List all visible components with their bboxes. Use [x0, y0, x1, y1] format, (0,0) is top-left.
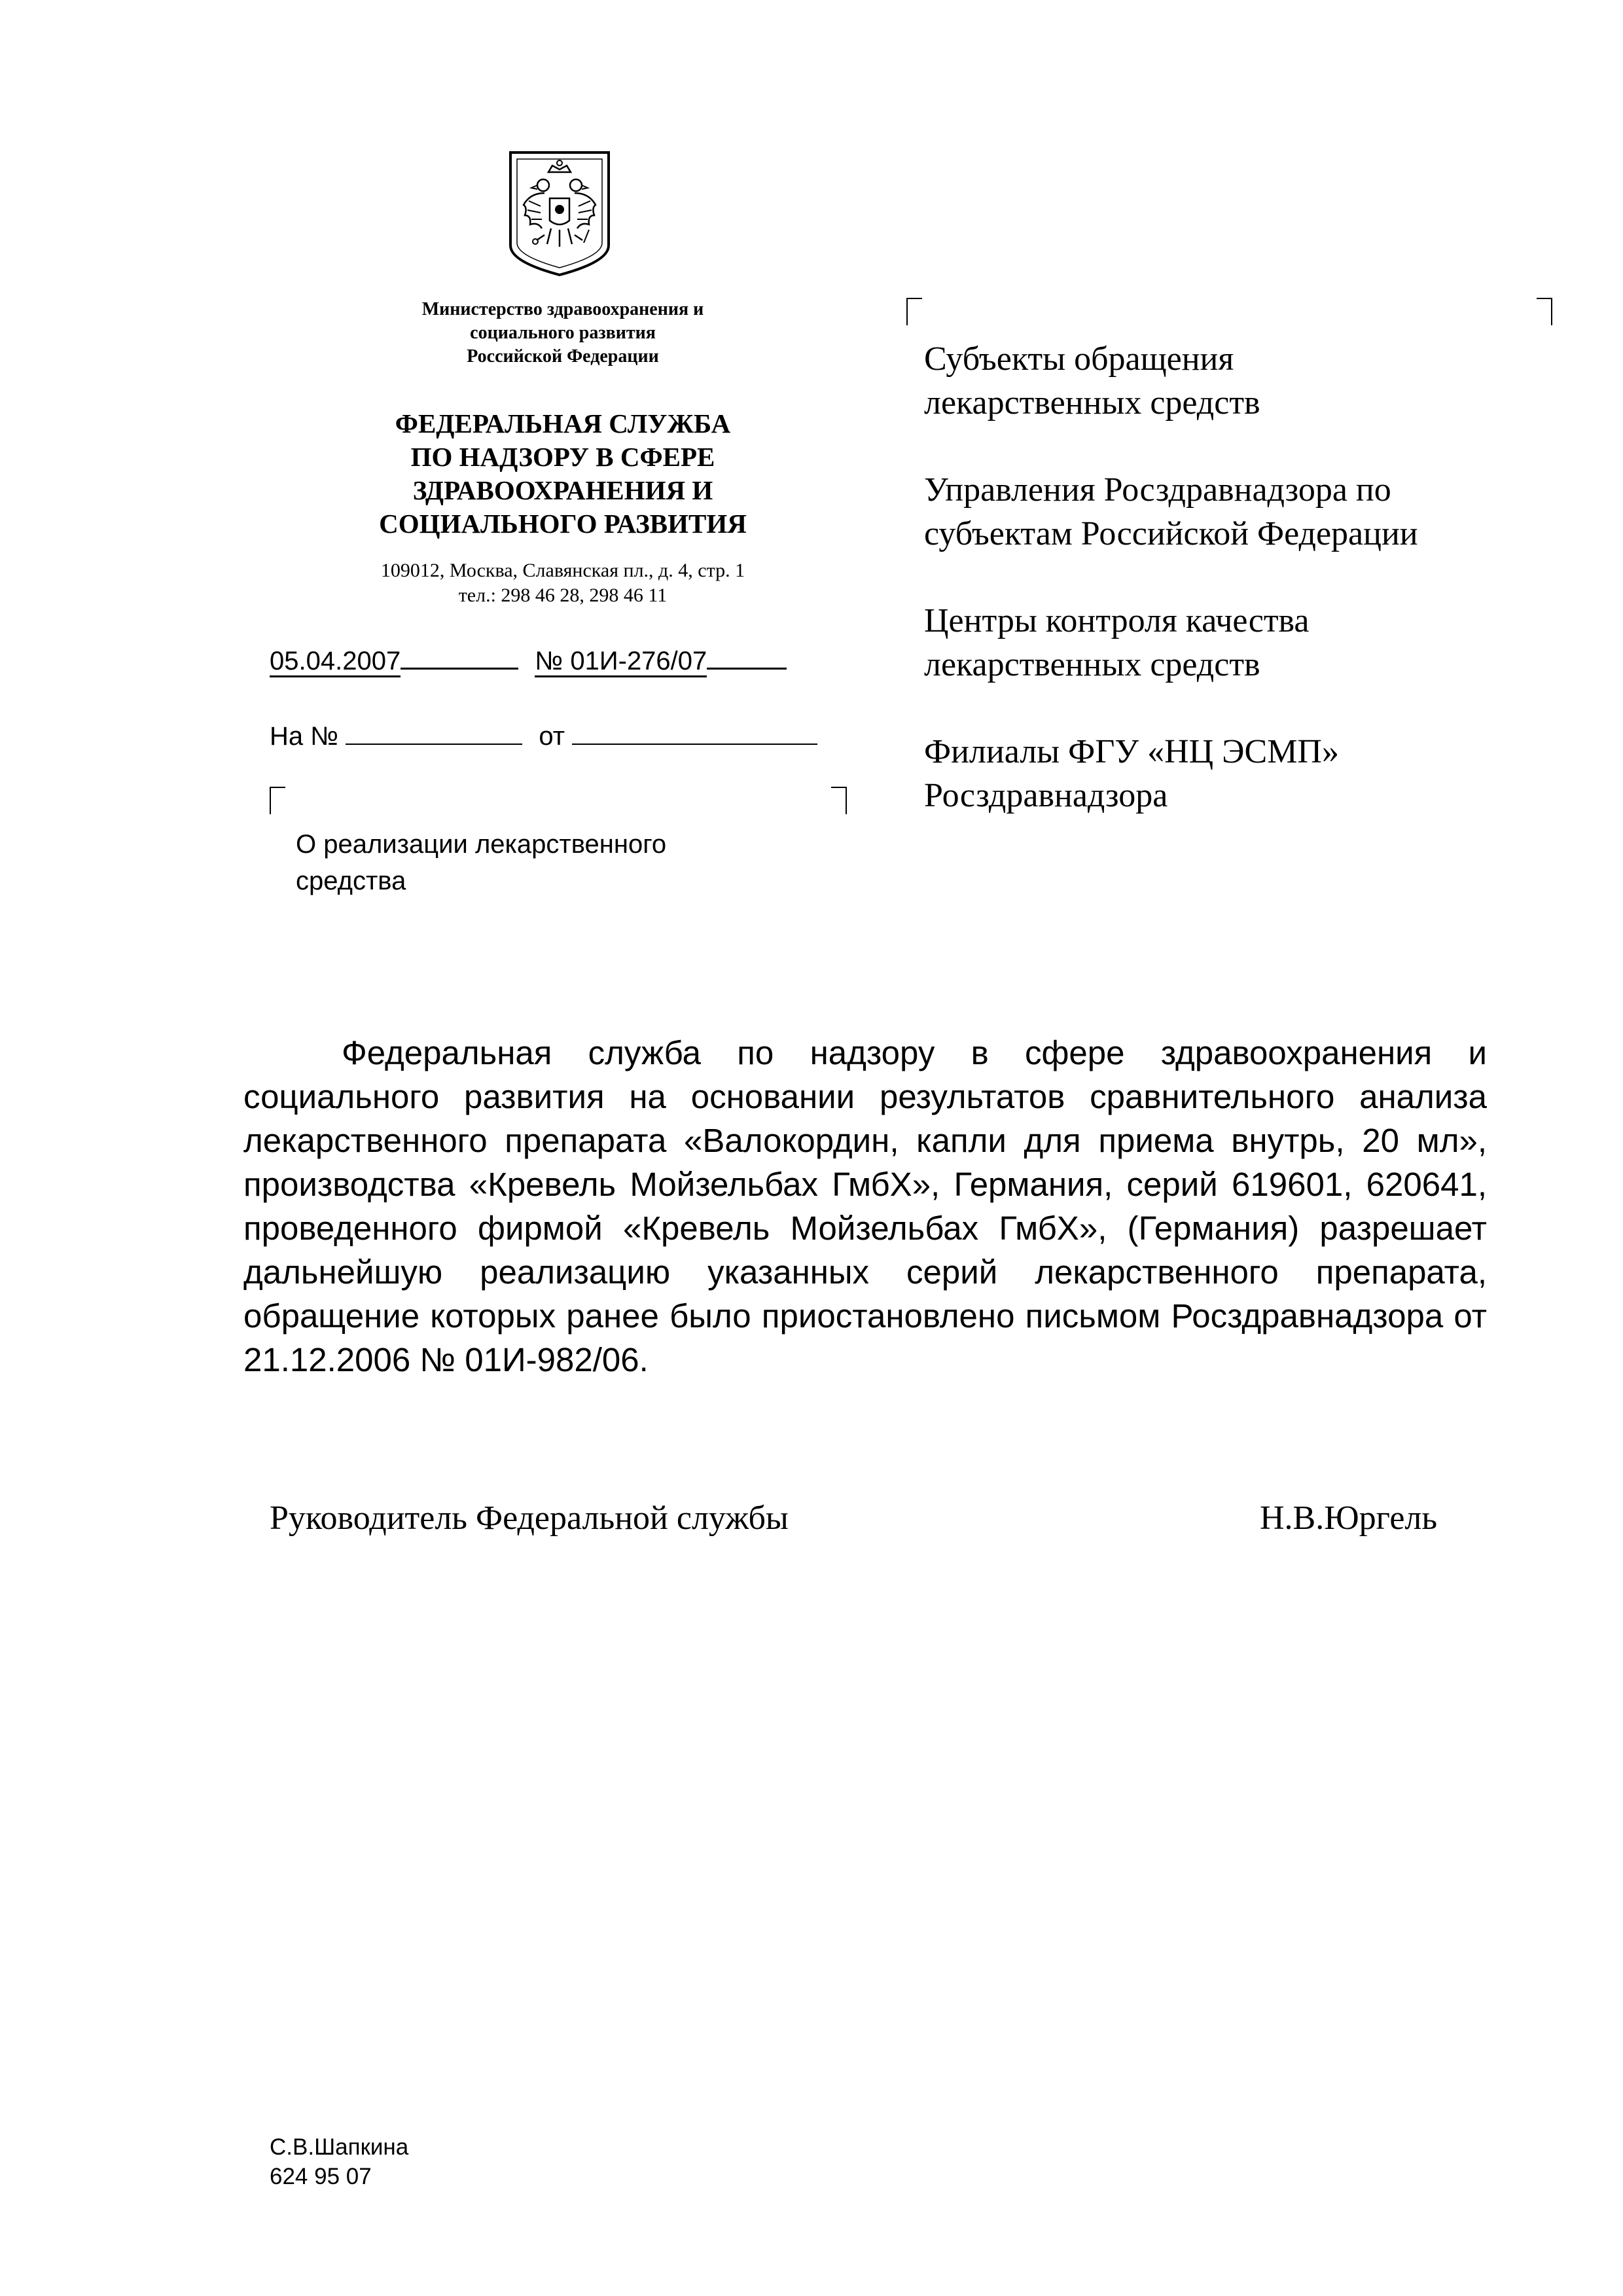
subject-line: средства [296, 867, 406, 895]
reference-label: На № [270, 722, 339, 751]
executor-name: С.В.Шапкина [270, 2134, 409, 2160]
service-line: СОЦИАЛЬНОГО РАЗВИТИЯ [379, 509, 747, 539]
addressee [924, 599, 1539, 687]
addressee [924, 730, 1539, 817]
signatory-title: Руководитель Федеральной службы [270, 1499, 789, 1537]
addressee-list [924, 337, 1539, 861]
addressee [924, 337, 1539, 425]
document-number: 01И-276/07 [570, 647, 707, 675]
subject-corner-right [831, 787, 847, 814]
reference-line [270, 719, 817, 753]
address-line: тел.: 298 46 28, 298 46 11 [458, 584, 668, 606]
letter-body: Федеральная служба по надзору в сфере здравоохранения и социального развития на основании результатов сравнительного анализа лекарственного препарата «Валокордин, капли для приема внутрь, 20 мл», производства «Кревель Мойзельбах ГмбХ», Германия, серий 619601, 620641, проведенного фирмой «Кревель Мойзельбах ГмбХ», (Германия) разрешает дальнейшую реализацию указанных серий лекарственного препарата, обращение которых ранее было приостановлено письмом Росздравнадзора от 21.12.2006 № 01И-982/06. [243, 1034, 1487, 1378]
addressee-line: субъектам Российской Федерации [924, 515, 1418, 552]
ministry-name [347, 298, 779, 368]
number-label: № [535, 647, 563, 675]
service-name [308, 407, 818, 541]
service-line: ПО НАДЗОРУ В СФЕРЕ [410, 442, 715, 472]
addressee [924, 468, 1539, 556]
ministry-line: Министерство здравоохранения и [421, 299, 704, 319]
address-line: 109012, Москва, Славянская пл., д. 4, стр. 1 [380, 560, 745, 581]
ministry-line: социального развития [470, 323, 656, 343]
addressee-corner-right [1537, 298, 1552, 325]
signatory-name: Н.В.Юргель [1260, 1499, 1438, 1537]
registration-line [270, 643, 787, 677]
addressee-line: Филиалы ФГУ «НЦ ЭСМП» [924, 733, 1339, 770]
subject-corner-left [270, 787, 285, 814]
service-line: ЗДРАВООХРАНЕНИЯ И [412, 475, 713, 505]
addressee-line: лекарственных средств [924, 384, 1260, 422]
addressee-line: Управления Росздравнадзора по [924, 471, 1391, 509]
addressee-line: Росздравнадзора [924, 777, 1168, 814]
number-underline [707, 643, 787, 670]
russian-coat-of-arms-icon [504, 147, 615, 278]
document-subject [296, 826, 767, 899]
ministry-line: Российской Федерации [467, 346, 659, 367]
service-address [308, 558, 818, 608]
addressee-line: лекарственных средств [924, 646, 1260, 683]
addressee-line: Центры контроля качества [924, 602, 1310, 639]
executor-phone: 624 95 07 [270, 2164, 372, 2189]
date-underline [401, 643, 518, 670]
addressee-line: Субъекты обращения [924, 340, 1234, 378]
service-line: ФЕДЕРАЛЬНАЯ СЛУЖБА [395, 408, 731, 439]
reference-date-blank [572, 719, 817, 745]
addressee-corner-left [906, 298, 922, 325]
reference-from-label: от [539, 722, 565, 751]
document-date: 05.04.2007 [270, 647, 401, 677]
subject-line: О реализации лекарственного [296, 830, 667, 859]
reference-number-blank [346, 719, 522, 745]
executor-info [270, 2132, 408, 2191]
